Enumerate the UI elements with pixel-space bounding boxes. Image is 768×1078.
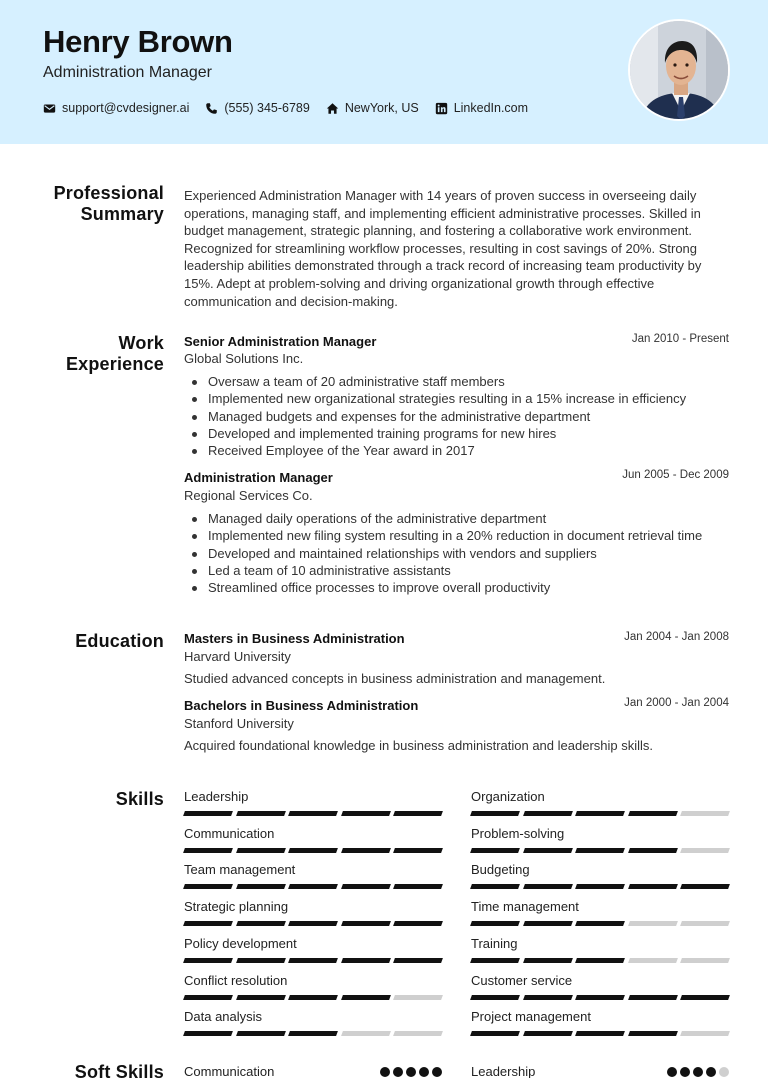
skill-level-bar [471,1031,729,1036]
rating-dot [680,1067,690,1077]
skill-level-bar [184,884,442,889]
skill-name: Time management [471,899,579,915]
skill-level-segment [470,884,519,889]
linkedin-icon [435,102,448,115]
rating-dot [693,1067,703,1077]
skill-level-segment [470,958,519,963]
skill-level-segment [575,921,624,926]
soft-skill-rating [667,1067,729,1077]
degree-dates: Jan 2004 - Jan 2008 [624,631,729,643]
skill-level-segment [288,1031,337,1036]
skill-name: Strategic planning [184,899,289,915]
skill-item [184,826,442,853]
skill-level-segment [470,1031,519,1036]
skill-level-segment [523,1031,572,1036]
section-label-education: Education [75,631,164,651]
skill-level-segment [236,811,285,816]
degree-description: Acquired foundational knowledge in business administration and leadership skills. [184,738,654,753]
skill-level-segment [680,1031,729,1036]
skill-item [184,899,442,926]
list-item: Developed and maintained relationships with vendors and suppliers [190,545,730,562]
section-label-summary: Professional Summary [53,183,164,224]
skill-level-bar [184,1031,442,1036]
skill-level-segment [393,995,442,1000]
skill-level-segment [575,884,624,889]
skill-item [471,826,729,853]
profile-photo [628,19,730,121]
skill-level-bar [184,811,442,816]
skill-level-segment [341,1031,390,1036]
skill-level-segment [341,884,390,889]
skill-level-segment [628,884,677,889]
avatar-portrait [630,21,730,121]
soft-skill-name: Leadership [471,1064,536,1078]
skill-level-segment [288,958,337,963]
degree-school: Stanford University [184,716,294,731]
skill-level-segment [393,884,442,889]
skill-level-segment [236,921,285,926]
skill-level-segment [680,995,729,1000]
skill-level-segment [341,811,390,816]
skill-level-segment [288,848,337,853]
candidate-name: Henry Brown [43,24,233,59]
list-item: Managed daily operations of the administrative department [190,510,730,527]
skill-level-bar [471,958,729,963]
skill-name: Customer service [471,972,573,988]
skill-level-segment [288,995,337,1000]
skill-level-segment [183,995,232,1000]
envelope-icon [43,102,56,115]
skill-name: Budgeting [471,862,530,878]
skill-level-segment [575,1031,624,1036]
list-item: Implemented new filing system resulting in a 20% reduction in document retrieval time [190,527,730,544]
location-text: NewYork, US [344,101,419,115]
skill-level-segment [341,848,390,853]
skill-name: Problem-solving [471,825,565,841]
candidate-role: Administration Manager [43,64,212,81]
skill-level-segment [183,921,232,926]
skill-level-segment [341,995,390,1000]
skill-level-segment [341,958,390,963]
skill-name: Data analysis [184,1009,263,1025]
skill-level-segment [236,1031,285,1036]
skill-level-segment [628,921,677,926]
skill-level-segment [288,811,337,816]
skill-level-bar [184,958,442,963]
skill-level-segment [523,921,572,926]
skill-level-segment [393,1031,442,1036]
contact-phone[interactable] [205,101,309,115]
contact-linkedin[interactable] [435,101,528,115]
degree-dates: Jan 2000 - Jan 2004 [624,697,729,709]
job-title: Administration Manager [184,470,333,485]
skill-level-segment [628,995,677,1000]
skill-level-bar [471,921,729,926]
job-dates: Jun 2005 - Dec 2009 [622,469,729,481]
skill-item [471,862,729,889]
list-item: Managed budgets and expenses for the administrative department [190,408,730,425]
skill-name: Conflict resolution [184,972,288,988]
rating-dot [419,1067,429,1077]
rating-dot [706,1067,716,1077]
skill-level-bar [184,921,442,926]
skill-name: Communication [184,825,275,841]
section-label-soft-skills: Soft Skills [74,1062,164,1078]
skill-level-segment [393,921,442,926]
list-item: Streamlined office processes to improve overall productivity [190,579,730,596]
rating-dot [393,1067,403,1077]
skill-level-segment [628,958,677,963]
list-item: Received Employee of the Year award in 2017 [190,442,730,459]
skill-level-segment [680,958,729,963]
email-text: support@cvdesigner.ai [62,101,190,115]
skill-level-segment [523,995,572,1000]
skill-level-segment [236,848,285,853]
skill-level-segment [523,811,572,816]
job-company: Global Solutions Inc. [184,351,304,366]
skill-level-segment [183,1031,232,1036]
soft-skill-rating [380,1067,442,1077]
degree-title: Masters in Business Administration [184,631,405,646]
skill-name: Project management [471,1009,591,1025]
skill-level-segment [470,921,519,926]
skill-level-segment [288,884,337,889]
contact-row [43,101,528,115]
skill-name: Training [471,935,518,951]
skill-level-segment [470,848,519,853]
skill-level-segment [680,811,729,816]
contact-location [326,101,419,115]
degree-title: Bachelors in Business Administration [184,698,419,713]
skill-level-segment [628,811,677,816]
skill-level-segment [575,958,624,963]
list-item: Developed and implemented training programs for new hires [190,425,730,442]
skill-item [471,789,729,816]
skill-level-bar [184,995,442,1000]
section-label-work: Work Experience [65,333,164,374]
summary-text: Experienced Administration Manager with 14 years of proven success in overseeing daily operations, managing staff, and implementing efficient administrative processes. Skilled in budget management, strategic planning, and fostering a collaborative work environment. Recognized for streamlining workflow processes, resulting in cost savings of 20%. Strong leadership abilities demonstrated through a track record of increasing team productivity by 15%. Adept at problem-solving and driving organizational growth through effective communication and decision-making. [184,188,702,309]
skill-level-segment [183,811,232,816]
rating-dot [380,1067,390,1077]
skill-level-segment [236,958,285,963]
skill-level-segment [575,811,624,816]
skill-item [471,1009,729,1036]
skill-level-segment [236,995,285,1000]
skill-level-segment [470,995,519,1000]
skill-level-segment [523,848,572,853]
skill-level-segment [680,884,729,889]
phone-icon [205,102,218,115]
home-icon [326,102,339,115]
skill-level-segment [470,811,519,816]
skill-level-segment [393,848,442,853]
rating-dot [667,1067,677,1077]
soft-skill-name: Communication [184,1064,275,1078]
skill-level-segment [628,848,677,853]
skill-level-segment [575,995,624,1000]
skill-level-segment [183,884,232,889]
skill-name: Policy development [184,935,297,951]
soft-skill-item [184,1064,442,1078]
skill-name: Leadership [184,789,249,804]
skill-name: Team management [184,862,296,878]
skill-item [471,899,729,926]
skill-level-bar [471,848,729,853]
skill-level-segment [628,1031,677,1036]
skill-level-segment [523,958,572,963]
list-item: Implemented new organizational strategies resulting in a 15% increase in efficiency [190,390,730,407]
skill-level-bar [471,811,729,816]
skill-level-bar [471,884,729,889]
skill-level-segment [393,811,442,816]
list-item: Oversaw a team of 20 administrative staff members [190,373,730,390]
skill-level-bar [184,848,442,853]
rating-dot [719,1067,729,1077]
job-bullets [190,373,730,459]
skill-level-segment [680,848,729,853]
skill-level-segment [680,921,729,926]
contact-email[interactable] [43,101,189,115]
list-item: Led a team of 10 administrative assistants [190,562,730,579]
skill-level-segment [575,848,624,853]
skill-level-segment [236,884,285,889]
skill-item [471,936,729,963]
section-label-skills: Skills [115,789,164,809]
phone-text: (555) 345-6789 [224,101,310,115]
degree-description: Studied advanced concepts in business administration and management. [184,671,606,686]
skill-level-segment [183,848,232,853]
skill-item [184,936,442,963]
skill-item [184,862,442,889]
skill-item [184,973,442,1000]
skill-item [184,1009,442,1036]
soft-skill-item [471,1064,729,1078]
rating-dot [406,1067,416,1077]
skill-item [184,789,442,816]
job-title: Senior Administration Manager [184,334,377,349]
job-company: Regional Services Co. [184,488,313,503]
linkedin-text: LinkedIn.com [453,101,529,115]
skill-level-segment [523,884,572,889]
skill-level-bar [471,995,729,1000]
job-dates: Jan 2010 - Present [631,333,729,345]
degree-school: Harvard University [184,649,291,664]
skill-level-segment [183,958,232,963]
skill-item [471,973,729,1000]
job-bullets [190,510,730,596]
skill-level-segment [341,921,390,926]
skill-level-segment [393,958,442,963]
skill-name: Organization [471,789,545,804]
rating-dot [432,1067,442,1077]
skill-level-segment [288,921,337,926]
